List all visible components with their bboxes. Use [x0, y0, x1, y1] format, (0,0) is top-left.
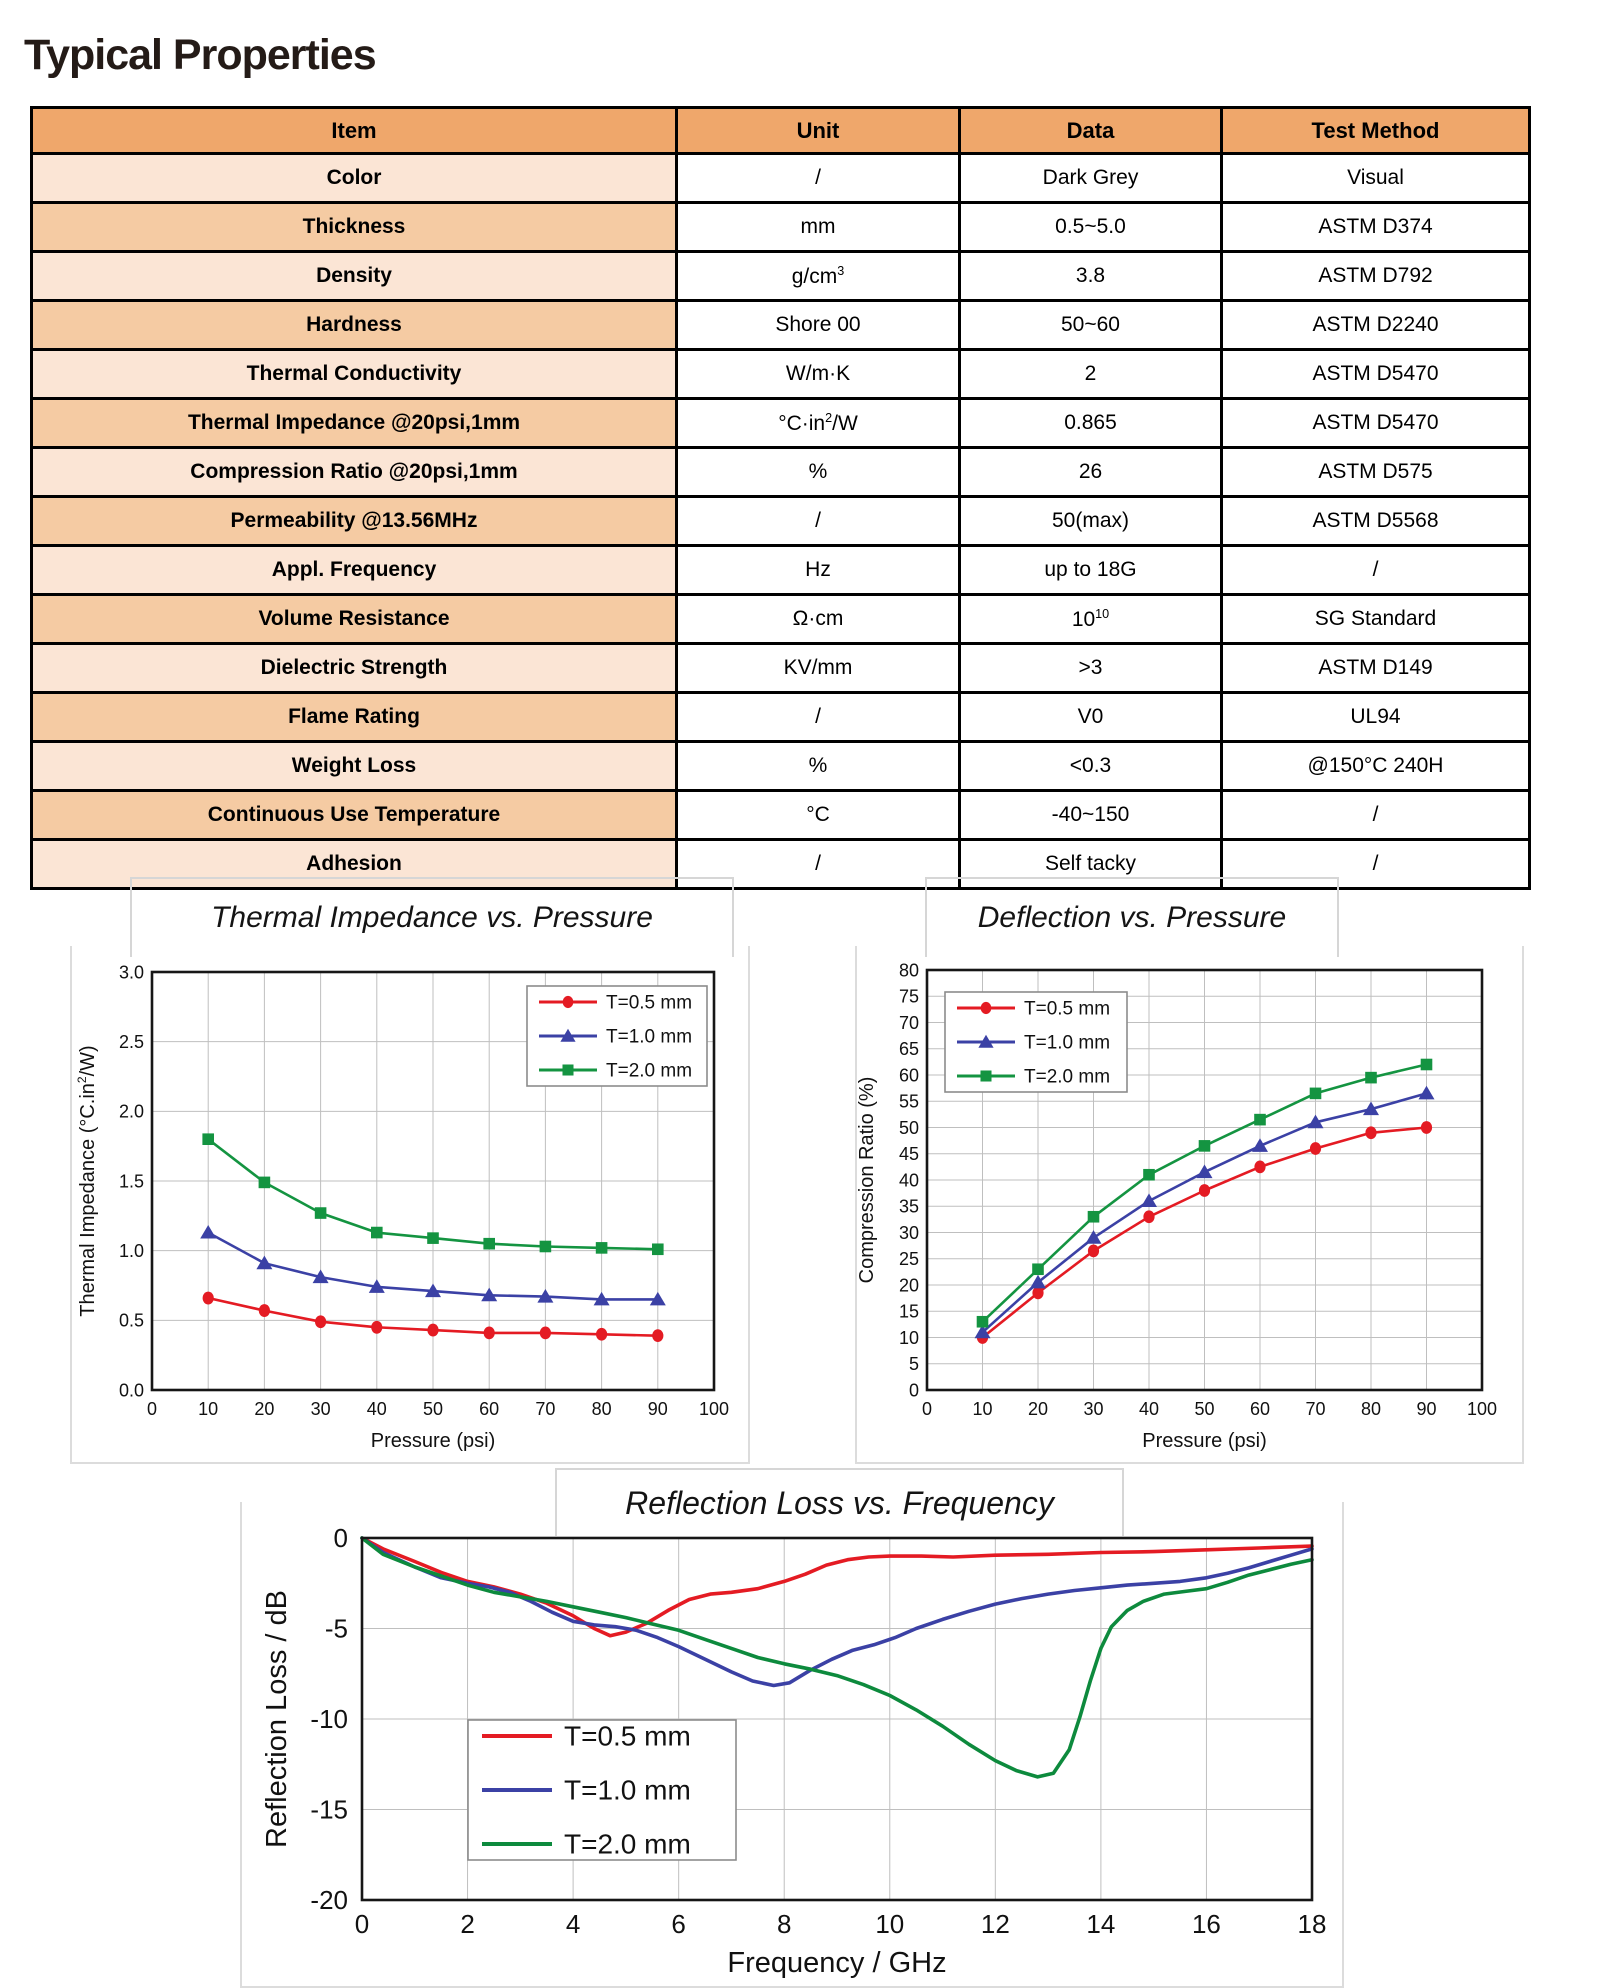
method-cell: /: [1222, 840, 1530, 889]
svg-text:50: 50: [898, 1117, 919, 1138]
legend: [945, 992, 1127, 1092]
data-cell: 0.865: [960, 399, 1222, 448]
series-line: [362, 1538, 1312, 1686]
svg-text:40: 40: [1138, 1399, 1160, 1419]
data-cell: Self tacky: [960, 840, 1222, 889]
legend-label: T=0.5 mm: [1024, 998, 1111, 1020]
svg-text:100: 100: [698, 1399, 730, 1419]
deflection-plot: [857, 946, 1518, 1458]
reflection-loss-chart-title: Reflection Loss vs. Frequency: [555, 1468, 1124, 1536]
svg-text:-10: -10: [310, 1704, 348, 1735]
data-cell: V0: [960, 693, 1222, 742]
reflection-loss-plot: [242, 1502, 1338, 1982]
table-row: [32, 301, 1530, 350]
table-row: [32, 497, 1530, 546]
svg-text:12: 12: [980, 1909, 1010, 1939]
svg-text:16: 16: [1191, 1909, 1221, 1939]
table-row: [32, 252, 1530, 301]
svg-text:50: 50: [422, 1399, 444, 1419]
svg-text:4: 4: [565, 1909, 581, 1939]
svg-text:35: 35: [898, 1196, 919, 1217]
data-cell: 0.5~5.0: [960, 203, 1222, 252]
unit-cell: $g/cm^3$: [677, 252, 960, 301]
typical-properties-heading: Typical Properties: [24, 30, 376, 79]
method-cell: ASTM D5470: [1222, 350, 1530, 399]
item-cell: Weight Loss: [32, 742, 677, 791]
item-cell: Appl. Frequency: [32, 546, 677, 595]
svg-text:-5: -5: [324, 1613, 348, 1644]
unit-cell: /: [677, 497, 960, 546]
data-cell: up to 18G: [960, 546, 1222, 595]
svg-text:10: 10: [198, 1399, 219, 1419]
legend-label: T=0.5 mm: [564, 1720, 691, 1752]
table-row: [32, 742, 1530, 791]
deflection-chart: [855, 946, 1524, 1464]
y-axis-label: Thermal Impedance $(^\circ C.in^2/W)$: [75, 1045, 99, 1317]
svg-text:40: 40: [366, 1399, 387, 1419]
table-row: [32, 399, 1530, 448]
svg-text:45: 45: [898, 1144, 919, 1165]
series-line: [362, 1538, 1312, 1636]
unit-cell: /: [677, 840, 960, 889]
svg-text:100: 100: [1466, 1399, 1498, 1419]
unit-cell: Hz: [677, 546, 960, 595]
item-cell: Dielectric Strength: [32, 644, 677, 693]
svg-text:80: 80: [1360, 1399, 1382, 1419]
legend-label: T=1.0 mm: [1024, 1032, 1111, 1054]
legend-label: T=0.5 mm: [606, 992, 693, 1014]
x-axis-label: Frequency / GHz: [727, 1947, 947, 1979]
x-axis-label: Pressure (psi): [1142, 1430, 1267, 1452]
item-cell: Compression Ratio @20psi,1mm: [32, 448, 677, 497]
svg-text:90: 90: [1416, 1399, 1437, 1419]
legend: [468, 1720, 736, 1860]
item-cell: Flame Rating: [32, 693, 677, 742]
method-cell: ASTM D575: [1222, 448, 1530, 497]
svg-text:-20: -20: [310, 1885, 348, 1916]
data-cell: -40~150: [960, 791, 1222, 840]
table-row: [32, 644, 1530, 693]
data-cell: >3: [960, 644, 1222, 693]
svg-text:3.0: 3.0: [118, 962, 144, 983]
legend-label: T=1.0 mm: [564, 1774, 691, 1806]
column-header: Unit: [677, 108, 960, 154]
data-cell: Dark Grey: [960, 154, 1222, 203]
svg-text:2.5: 2.5: [118, 1031, 144, 1052]
svg-text:10: 10: [875, 1909, 905, 1939]
item-cell: Thermal Conductivity: [32, 350, 677, 399]
svg-text:20: 20: [254, 1399, 275, 1419]
item-cell: Color: [32, 154, 677, 203]
column-header: Data: [960, 108, 1222, 154]
unit-cell: KV/mm: [677, 644, 960, 693]
data-cell: 50~60: [960, 301, 1222, 350]
legend: [527, 986, 707, 1086]
method-cell: Visual: [1222, 154, 1530, 203]
svg-text:60: 60: [898, 1065, 919, 1086]
method-cell: UL94: [1222, 693, 1530, 742]
svg-text:70: 70: [1305, 1399, 1326, 1419]
item-cell: Thermal Impedance @20psi,1mm: [32, 399, 677, 448]
method-cell: ASTM D2240: [1222, 301, 1530, 350]
unit-cell: Ω·cm: [677, 595, 960, 644]
unit-cell: %: [677, 448, 960, 497]
table-row: [32, 203, 1530, 252]
properties-table: [30, 106, 1531, 890]
svg-text:55: 55: [898, 1091, 919, 1112]
table-row: [32, 595, 1530, 644]
method-cell: SG Standard: [1222, 595, 1530, 644]
svg-text:18: 18: [1297, 1909, 1327, 1939]
data-cell: 2: [960, 350, 1222, 399]
table-row: [32, 350, 1530, 399]
svg-text:60: 60: [1249, 1399, 1271, 1419]
data-cell: 3.8: [960, 252, 1222, 301]
method-cell: ASTM D792: [1222, 252, 1530, 301]
svg-text:0: 0: [921, 1399, 933, 1419]
svg-text:1.0: 1.0: [118, 1240, 144, 1261]
x-axis-label: Pressure (psi): [370, 1430, 496, 1452]
legend-label: T=2.0 mm: [564, 1828, 691, 1860]
svg-text:50: 50: [1194, 1399, 1215, 1419]
legend-label: T=2.0 mm: [606, 1060, 693, 1082]
unit-cell: /: [677, 154, 960, 203]
unit-cell: mm: [677, 203, 960, 252]
table-row: [32, 448, 1530, 497]
reflection-loss-chart: [240, 1502, 1344, 1988]
axis-labels: [310, 1523, 1326, 1939]
unit-cell: /: [677, 693, 960, 742]
svg-text:0.0: 0.0: [118, 1380, 144, 1401]
data-cell: $10^{10}$: [960, 595, 1222, 644]
table-row: [32, 546, 1530, 595]
thermal-impedance-chart-title: Thermal Impedance vs. Pressure: [130, 877, 734, 957]
svg-text:90: 90: [647, 1399, 668, 1419]
svg-text:10: 10: [898, 1327, 919, 1348]
table-header-row: [32, 108, 1530, 154]
svg-text:20: 20: [898, 1275, 919, 1296]
svg-text:0.5: 0.5: [118, 1310, 144, 1331]
method-cell: ASTM D374: [1222, 203, 1530, 252]
svg-text:14: 14: [1086, 1909, 1116, 1939]
svg-text:-15: -15: [310, 1794, 348, 1825]
unit-cell: $^\circ C\cdot in^2/W$: [677, 399, 960, 448]
svg-text:30: 30: [1083, 1399, 1104, 1419]
svg-text:60: 60: [479, 1399, 500, 1419]
method-cell: /: [1222, 546, 1530, 595]
item-cell: Permeability @13.56MHz: [32, 497, 677, 546]
svg-text:1.5: 1.5: [118, 1171, 144, 1192]
svg-text:70: 70: [898, 1012, 919, 1033]
svg-text:40: 40: [898, 1170, 919, 1191]
item-cell: Volume Resistance: [32, 595, 677, 644]
item-cell: Continuous Use Temperature: [32, 791, 677, 840]
unit-cell: W/m·K: [677, 350, 960, 399]
y-axis-label: Reflection Loss / dB: [261, 1590, 293, 1848]
data-cell: 26: [960, 448, 1222, 497]
svg-text:80: 80: [898, 960, 919, 981]
item-cell: Adhesion: [32, 840, 677, 889]
svg-text:65: 65: [898, 1039, 919, 1060]
legend-label: T=2.0 mm: [1024, 1066, 1111, 1088]
item-cell: Density: [32, 252, 677, 301]
table-row: [32, 693, 1530, 742]
svg-text:2.0: 2.0: [118, 1101, 144, 1122]
deflection-chart-title: Deflection vs. Pressure: [925, 877, 1339, 957]
table-row: [32, 154, 1530, 203]
svg-text:75: 75: [898, 986, 919, 1007]
unit-cell: Shore 00: [677, 301, 960, 350]
method-cell: /: [1222, 791, 1530, 840]
svg-text:0: 0: [908, 1380, 919, 1401]
legend-label: T=1.0 mm: [606, 1026, 693, 1048]
svg-text:80: 80: [591, 1399, 612, 1419]
svg-text:0: 0: [333, 1523, 348, 1554]
svg-text:2: 2: [460, 1909, 475, 1939]
unit-cell: °C: [677, 791, 960, 840]
svg-text:20: 20: [1027, 1399, 1049, 1419]
svg-text:8: 8: [776, 1909, 792, 1939]
y-axis-label: Compression Ratio (%): [857, 1076, 878, 1284]
column-header: Test Method: [1222, 108, 1530, 154]
table-row: [32, 791, 1530, 840]
svg-text:15: 15: [898, 1301, 919, 1322]
column-header: Item: [32, 108, 677, 154]
unit-cell: %: [677, 742, 960, 791]
svg-text:10: 10: [972, 1399, 993, 1419]
method-cell: ASTM D149: [1222, 644, 1530, 693]
data-cell: <0.3: [960, 742, 1222, 791]
svg-text:5: 5: [908, 1354, 919, 1375]
data-cell: 50(max): [960, 497, 1222, 546]
method-cell: ASTM D5568: [1222, 497, 1530, 546]
thermal-impedance-chart: [70, 946, 750, 1464]
svg-text:70: 70: [535, 1399, 556, 1419]
svg-text:0: 0: [354, 1909, 370, 1939]
method-cell: ASTM D5470: [1222, 399, 1530, 448]
thermal-impedance-plot: [72, 946, 744, 1458]
svg-text:0: 0: [146, 1399, 158, 1419]
svg-text:30: 30: [310, 1399, 331, 1419]
svg-text:25: 25: [898, 1249, 919, 1270]
svg-text:30: 30: [898, 1222, 919, 1243]
svg-text:6: 6: [671, 1909, 686, 1939]
item-cell: Hardness: [32, 301, 677, 350]
item-cell: Thickness: [32, 203, 677, 252]
method-cell: @150°C 240H: [1222, 742, 1530, 791]
